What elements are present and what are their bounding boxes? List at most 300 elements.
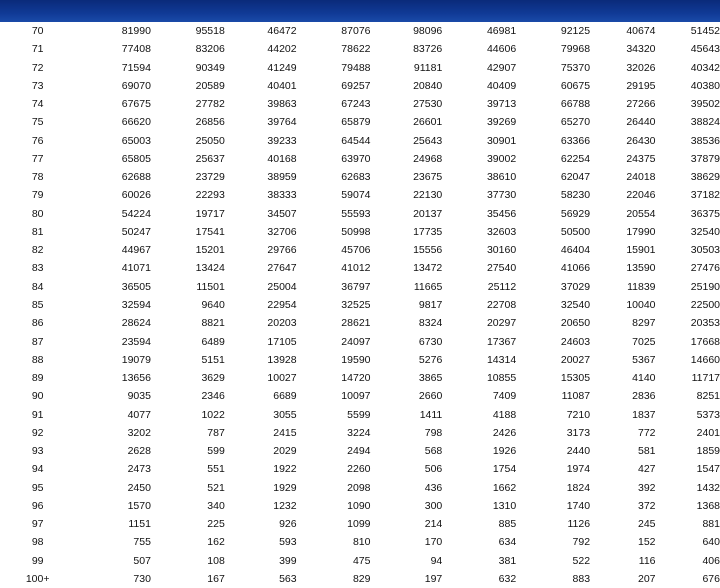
value-cell: 34507 bbox=[267, 207, 297, 220]
value-cell: 65805 bbox=[121, 152, 151, 165]
value-cell: 55593 bbox=[341, 207, 371, 220]
value-cell: 37182 bbox=[690, 189, 720, 202]
value-cell: 640 bbox=[702, 536, 720, 549]
value-cell: 63366 bbox=[560, 134, 591, 147]
value-cell: 1126 bbox=[567, 518, 591, 531]
age-cell: 94 bbox=[31, 463, 44, 476]
value-cell: 75370 bbox=[560, 61, 591, 74]
value-cell: 6689 bbox=[273, 390, 297, 403]
value-cell: 29766 bbox=[267, 244, 297, 257]
table-row bbox=[0, 150, 720, 168]
age-cell: 95 bbox=[31, 481, 44, 494]
value-cell: 27647 bbox=[267, 262, 297, 275]
value-cell: 1099 bbox=[347, 518, 371, 531]
value-cell: 44606 bbox=[486, 43, 517, 56]
value-cell: 69070 bbox=[121, 79, 151, 92]
value-cell: 17105 bbox=[267, 335, 297, 348]
value-cell: 22130 bbox=[413, 189, 443, 202]
table-row bbox=[0, 278, 720, 296]
value-cell: 2836 bbox=[632, 390, 656, 403]
value-cell: 475 bbox=[352, 554, 371, 567]
value-cell: 40380 bbox=[690, 79, 720, 92]
value-cell: 37879 bbox=[690, 152, 720, 165]
age-cell: 88 bbox=[31, 353, 44, 366]
value-cell: 27476 bbox=[690, 262, 720, 275]
table-row bbox=[0, 369, 720, 387]
value-cell: 19079 bbox=[121, 353, 151, 366]
table-row bbox=[0, 59, 720, 77]
value-cell: 24097 bbox=[341, 335, 371, 348]
value-cell: 14314 bbox=[486, 353, 517, 366]
table-row bbox=[0, 497, 720, 515]
value-cell: 427 bbox=[637, 463, 656, 476]
value-cell: 593 bbox=[279, 536, 297, 549]
value-cell: 20137 bbox=[413, 207, 443, 220]
value-cell: 91181 bbox=[413, 61, 443, 74]
value-cell: 1090 bbox=[347, 499, 371, 512]
value-cell: 11087 bbox=[561, 390, 591, 403]
value-cell: 19717 bbox=[195, 207, 225, 220]
value-cell: 755 bbox=[133, 536, 151, 549]
table-row bbox=[0, 259, 720, 277]
value-cell: 60675 bbox=[560, 79, 591, 92]
value-cell: 2660 bbox=[418, 390, 443, 403]
value-cell: 95518 bbox=[195, 25, 225, 37]
value-cell: 25050 bbox=[195, 134, 225, 147]
age-cell: 86 bbox=[31, 317, 44, 330]
table-row bbox=[0, 113, 720, 131]
table-row bbox=[0, 570, 720, 588]
age-cell: 84 bbox=[31, 280, 44, 293]
value-cell: 32540 bbox=[690, 225, 720, 238]
value-cell: 926 bbox=[279, 518, 297, 531]
value-cell: 50247 bbox=[121, 225, 151, 238]
value-cell: 30503 bbox=[690, 244, 720, 257]
value-cell: 62683 bbox=[341, 171, 371, 184]
value-cell: 22708 bbox=[486, 298, 517, 311]
table-row bbox=[0, 460, 720, 478]
value-cell: 5599 bbox=[347, 408, 371, 421]
value-cell: 8251 bbox=[696, 390, 720, 403]
value-cell: 38333 bbox=[267, 189, 297, 202]
value-cell: 65270 bbox=[560, 116, 591, 129]
value-cell: 62047 bbox=[560, 171, 591, 184]
value-cell: 13928 bbox=[267, 353, 297, 366]
value-cell: 36797 bbox=[341, 280, 371, 293]
value-cell: 15201 bbox=[195, 244, 225, 257]
age-cell: 89 bbox=[31, 372, 44, 385]
value-cell: 1022 bbox=[201, 408, 225, 421]
value-cell: 13590 bbox=[626, 262, 656, 275]
table-row bbox=[0, 168, 720, 186]
value-cell: 10040 bbox=[626, 298, 656, 311]
table-row bbox=[0, 333, 720, 351]
value-cell: 78622 bbox=[341, 43, 371, 56]
value-cell: 1411 bbox=[419, 408, 443, 421]
table-row bbox=[0, 424, 720, 442]
value-cell: 245 bbox=[637, 518, 656, 531]
value-cell: 9817 bbox=[418, 298, 443, 311]
value-cell: 98096 bbox=[413, 25, 443, 37]
value-cell: 162 bbox=[207, 536, 225, 549]
value-cell: 406 bbox=[702, 554, 720, 567]
value-cell: 44202 bbox=[267, 43, 297, 56]
value-cell: 10097 bbox=[341, 390, 371, 403]
value-cell: 2415 bbox=[273, 426, 297, 439]
value-cell: 58230 bbox=[560, 189, 591, 202]
value-cell: 3865 bbox=[418, 372, 443, 385]
value-cell: 2401 bbox=[696, 426, 720, 439]
value-cell: 77408 bbox=[121, 43, 151, 56]
value-cell: 17367 bbox=[486, 335, 517, 348]
value-cell: 1740 bbox=[566, 499, 591, 512]
age-cell: 77 bbox=[31, 152, 44, 165]
value-cell: 38959 bbox=[267, 171, 297, 184]
value-cell: 798 bbox=[424, 426, 443, 439]
value-cell: 20589 bbox=[195, 79, 225, 92]
value-cell: 22500 bbox=[690, 298, 720, 311]
value-cell: 3629 bbox=[201, 372, 225, 385]
value-cell: 46404 bbox=[560, 244, 591, 257]
value-cell: 8821 bbox=[201, 317, 225, 330]
value-cell: 563 bbox=[279, 572, 297, 585]
value-cell: 634 bbox=[498, 536, 517, 549]
value-cell: 40401 bbox=[267, 79, 297, 92]
age-cell: 81 bbox=[31, 225, 44, 238]
table-row bbox=[0, 351, 720, 369]
value-cell: 6730 bbox=[418, 335, 443, 348]
value-cell: 5276 bbox=[418, 353, 443, 366]
value-cell: 25643 bbox=[413, 134, 443, 147]
value-cell: 27266 bbox=[626, 98, 656, 111]
age-cell: 91 bbox=[31, 408, 44, 421]
value-cell: 20650 bbox=[560, 317, 591, 330]
value-cell: 60026 bbox=[121, 189, 151, 202]
value-cell: 521 bbox=[207, 481, 225, 494]
value-cell: 87076 bbox=[341, 25, 371, 37]
value-cell: 39269 bbox=[486, 116, 517, 129]
age-cell: 76 bbox=[31, 134, 44, 147]
value-cell: 30160 bbox=[486, 244, 517, 257]
value-cell: 50998 bbox=[341, 225, 371, 238]
value-cell: 11501 bbox=[196, 280, 225, 293]
value-cell: 1837 bbox=[632, 408, 656, 421]
value-cell: 25112 bbox=[487, 280, 517, 293]
value-cell: 792 bbox=[572, 536, 591, 549]
value-cell: 39002 bbox=[486, 152, 517, 165]
value-cell: 39502 bbox=[690, 98, 720, 111]
value-cell: 551 bbox=[207, 463, 225, 476]
value-cell: 5367 bbox=[632, 353, 656, 366]
age-cell: 79 bbox=[31, 189, 44, 202]
value-cell: 300 bbox=[424, 499, 443, 512]
value-cell: 5151 bbox=[201, 353, 225, 366]
value-cell: 62254 bbox=[560, 152, 591, 165]
value-cell: 17990 bbox=[626, 225, 656, 238]
value-cell: 37730 bbox=[486, 189, 517, 202]
value-cell: 15901 bbox=[626, 244, 656, 257]
value-cell: 36505 bbox=[121, 280, 151, 293]
value-cell: 67243 bbox=[341, 98, 371, 111]
value-cell: 17541 bbox=[195, 225, 225, 238]
value-cell: 883 bbox=[572, 572, 591, 585]
value-cell: 65879 bbox=[341, 116, 371, 129]
value-cell: 45643 bbox=[690, 43, 720, 56]
value-cell: 2440 bbox=[566, 445, 591, 458]
value-cell: 24018 bbox=[626, 171, 656, 184]
value-cell: 54224 bbox=[121, 207, 151, 220]
value-cell: 94 bbox=[430, 554, 443, 567]
value-cell: 50500 bbox=[560, 225, 591, 238]
value-cell: 730 bbox=[133, 572, 151, 585]
value-cell: 36375 bbox=[690, 207, 720, 220]
value-cell: 24603 bbox=[560, 335, 591, 348]
value-cell: 81990 bbox=[121, 25, 151, 37]
value-cell: 8324 bbox=[418, 317, 443, 330]
value-cell: 2494 bbox=[347, 445, 371, 458]
value-cell: 11839 bbox=[627, 280, 656, 293]
value-cell: 15305 bbox=[560, 372, 591, 385]
age-cell: 70 bbox=[31, 25, 44, 37]
value-cell: 10027 bbox=[267, 372, 297, 385]
value-cell: 632 bbox=[498, 572, 517, 585]
value-cell: 372 bbox=[637, 499, 656, 512]
table-row bbox=[0, 205, 720, 223]
value-cell: 214 bbox=[424, 518, 443, 531]
value-cell: 436 bbox=[424, 481, 443, 494]
age-cell: 93 bbox=[31, 445, 44, 458]
value-cell: 3224 bbox=[347, 426, 371, 439]
table-row bbox=[0, 40, 720, 58]
value-cell: 46472 bbox=[267, 25, 297, 37]
table-row bbox=[0, 22, 720, 40]
value-cell: 1662 bbox=[492, 481, 517, 494]
value-cell: 39764 bbox=[267, 116, 297, 129]
value-cell: 25190 bbox=[690, 280, 720, 293]
value-cell: 26856 bbox=[195, 116, 225, 129]
value-cell: 506 bbox=[424, 463, 443, 476]
value-cell: 108 bbox=[207, 554, 225, 567]
value-cell: 64544 bbox=[341, 134, 371, 147]
value-cell: 7210 bbox=[566, 408, 591, 421]
table-row bbox=[0, 296, 720, 314]
value-cell: 24968 bbox=[413, 152, 443, 165]
age-cell: 73 bbox=[31, 79, 44, 92]
table-row bbox=[0, 95, 720, 113]
value-cell: 522 bbox=[572, 554, 591, 567]
value-cell: 67675 bbox=[121, 98, 151, 111]
value-cell: 32525 bbox=[341, 298, 371, 311]
population-by-age-table bbox=[0, 22, 720, 588]
value-cell: 92125 bbox=[560, 25, 591, 37]
value-cell: 207 bbox=[637, 572, 656, 585]
age-cell: 82 bbox=[31, 244, 44, 257]
value-cell: 1859 bbox=[696, 445, 720, 458]
value-cell: 41249 bbox=[267, 61, 297, 74]
value-cell: 17735 bbox=[413, 225, 443, 238]
value-cell: 41071 bbox=[121, 262, 151, 275]
value-cell: 2473 bbox=[127, 463, 151, 476]
value-cell: 39713 bbox=[486, 98, 517, 111]
table-row bbox=[0, 442, 720, 460]
value-cell: 772 bbox=[637, 426, 656, 439]
value-cell: 25637 bbox=[195, 152, 225, 165]
value-cell: 167 bbox=[207, 572, 225, 585]
table-row bbox=[0, 552, 720, 570]
value-cell: 40342 bbox=[690, 61, 720, 74]
value-cell: 20203 bbox=[267, 317, 297, 330]
value-cell: 4140 bbox=[632, 372, 656, 385]
age-cell: 85 bbox=[31, 298, 44, 311]
value-cell: 23729 bbox=[195, 171, 225, 184]
value-cell: 83726 bbox=[413, 43, 443, 56]
table-row bbox=[0, 186, 720, 204]
value-cell: 41066 bbox=[560, 262, 591, 275]
table-row bbox=[0, 515, 720, 533]
age-cell: 80 bbox=[31, 207, 44, 220]
value-cell: 27782 bbox=[195, 98, 225, 111]
table-row bbox=[0, 533, 720, 551]
value-cell: 26601 bbox=[413, 116, 443, 129]
value-cell: 90349 bbox=[195, 61, 225, 74]
value-cell: 392 bbox=[637, 481, 656, 494]
value-cell: 22293 bbox=[195, 189, 225, 202]
table-row bbox=[0, 387, 720, 405]
age-cell: 74 bbox=[31, 98, 44, 111]
value-cell: 1232 bbox=[273, 499, 297, 512]
value-cell: 46981 bbox=[486, 25, 517, 37]
value-cell: 32540 bbox=[560, 298, 591, 311]
value-cell: 2450 bbox=[127, 481, 151, 494]
value-cell: 45706 bbox=[341, 244, 371, 257]
value-cell: 32706 bbox=[267, 225, 297, 238]
value-cell: 7025 bbox=[632, 335, 656, 348]
value-cell: 2260 bbox=[347, 463, 371, 476]
value-cell: 44967 bbox=[121, 244, 151, 257]
age-cell: 71 bbox=[31, 43, 44, 56]
value-cell: 1926 bbox=[492, 445, 517, 458]
age-cell: 97 bbox=[31, 518, 44, 531]
value-cell: 38824 bbox=[690, 116, 720, 129]
value-cell: 20027 bbox=[560, 353, 591, 366]
value-cell: 40168 bbox=[267, 152, 297, 165]
value-cell: 30901 bbox=[486, 134, 517, 147]
value-cell: 26440 bbox=[626, 116, 656, 129]
value-cell: 14720 bbox=[341, 372, 371, 385]
table-row bbox=[0, 314, 720, 332]
value-cell: 14660 bbox=[690, 353, 720, 366]
value-cell: 4188 bbox=[492, 408, 517, 421]
value-cell: 38536 bbox=[690, 134, 720, 147]
value-cell: 3202 bbox=[127, 426, 151, 439]
value-cell: 340 bbox=[207, 499, 225, 512]
value-cell: 568 bbox=[424, 445, 443, 458]
title-banner bbox=[0, 0, 720, 22]
value-cell: 381 bbox=[498, 554, 517, 567]
value-cell: 11717 bbox=[691, 372, 720, 385]
value-cell: 810 bbox=[352, 536, 371, 549]
value-cell: 10855 bbox=[486, 372, 517, 385]
value-cell: 66788 bbox=[560, 98, 591, 111]
value-cell: 1368 bbox=[696, 499, 720, 512]
value-cell: 42907 bbox=[486, 61, 517, 74]
value-cell: 2346 bbox=[201, 390, 225, 403]
value-cell: 23675 bbox=[413, 171, 443, 184]
value-cell: 599 bbox=[207, 445, 225, 458]
value-cell: 20297 bbox=[486, 317, 517, 330]
table-row bbox=[0, 132, 720, 150]
value-cell: 225 bbox=[207, 518, 225, 531]
value-cell: 1922 bbox=[273, 463, 297, 476]
value-cell: 507 bbox=[133, 554, 151, 567]
value-cell: 15556 bbox=[413, 244, 443, 257]
value-cell: 2029 bbox=[273, 445, 297, 458]
value-cell: 20554 bbox=[626, 207, 656, 220]
age-cell: 98 bbox=[31, 536, 44, 549]
value-cell: 38629 bbox=[690, 171, 720, 184]
value-cell: 79968 bbox=[560, 43, 591, 56]
value-cell: 881 bbox=[702, 518, 720, 531]
value-cell: 41012 bbox=[341, 262, 371, 275]
value-cell: 25004 bbox=[267, 280, 297, 293]
value-cell: 4077 bbox=[127, 408, 151, 421]
value-cell: 17668 bbox=[690, 335, 720, 348]
value-cell: 170 bbox=[424, 536, 443, 549]
table-row bbox=[0, 223, 720, 241]
value-cell: 1754 bbox=[492, 463, 517, 476]
value-cell: 13424 bbox=[195, 262, 225, 275]
value-cell: 13472 bbox=[413, 262, 443, 275]
value-cell: 2426 bbox=[492, 426, 517, 439]
value-cell: 34320 bbox=[626, 43, 656, 56]
population-table-container bbox=[0, 22, 720, 588]
value-cell: 66620 bbox=[121, 116, 151, 129]
table-row bbox=[0, 479, 720, 497]
value-cell: 40409 bbox=[486, 79, 517, 92]
value-cell: 69257 bbox=[341, 79, 371, 92]
value-cell: 7409 bbox=[492, 390, 517, 403]
value-cell: 27540 bbox=[486, 262, 517, 275]
value-cell: 32603 bbox=[486, 225, 517, 238]
value-cell: 19590 bbox=[341, 353, 371, 366]
value-cell: 1547 bbox=[696, 463, 720, 476]
age-cell: 75 bbox=[31, 116, 44, 129]
value-cell: 39233 bbox=[267, 134, 297, 147]
value-cell: 5373 bbox=[696, 408, 720, 421]
value-cell: 65003 bbox=[121, 134, 151, 147]
value-cell: 2098 bbox=[347, 481, 371, 494]
value-cell: 1929 bbox=[273, 481, 297, 494]
age-cell: 87 bbox=[31, 335, 44, 348]
value-cell: 787 bbox=[207, 426, 225, 439]
value-cell: 20353 bbox=[690, 317, 720, 330]
value-cell: 39863 bbox=[267, 98, 297, 111]
value-cell: 1310 bbox=[492, 499, 517, 512]
value-cell: 3173 bbox=[566, 426, 591, 439]
value-cell: 38610 bbox=[486, 171, 517, 184]
value-cell: 829 bbox=[352, 572, 371, 585]
value-cell: 20840 bbox=[413, 79, 443, 92]
value-cell: 1824 bbox=[566, 481, 591, 494]
value-cell: 1432 bbox=[696, 481, 720, 494]
value-cell: 22954 bbox=[267, 298, 297, 311]
value-cell: 11665 bbox=[413, 280, 443, 293]
value-cell: 1570 bbox=[127, 499, 151, 512]
age-cell: 83 bbox=[31, 262, 44, 275]
table-row bbox=[0, 241, 720, 259]
value-cell: 116 bbox=[638, 554, 656, 567]
value-cell: 23594 bbox=[121, 335, 151, 348]
